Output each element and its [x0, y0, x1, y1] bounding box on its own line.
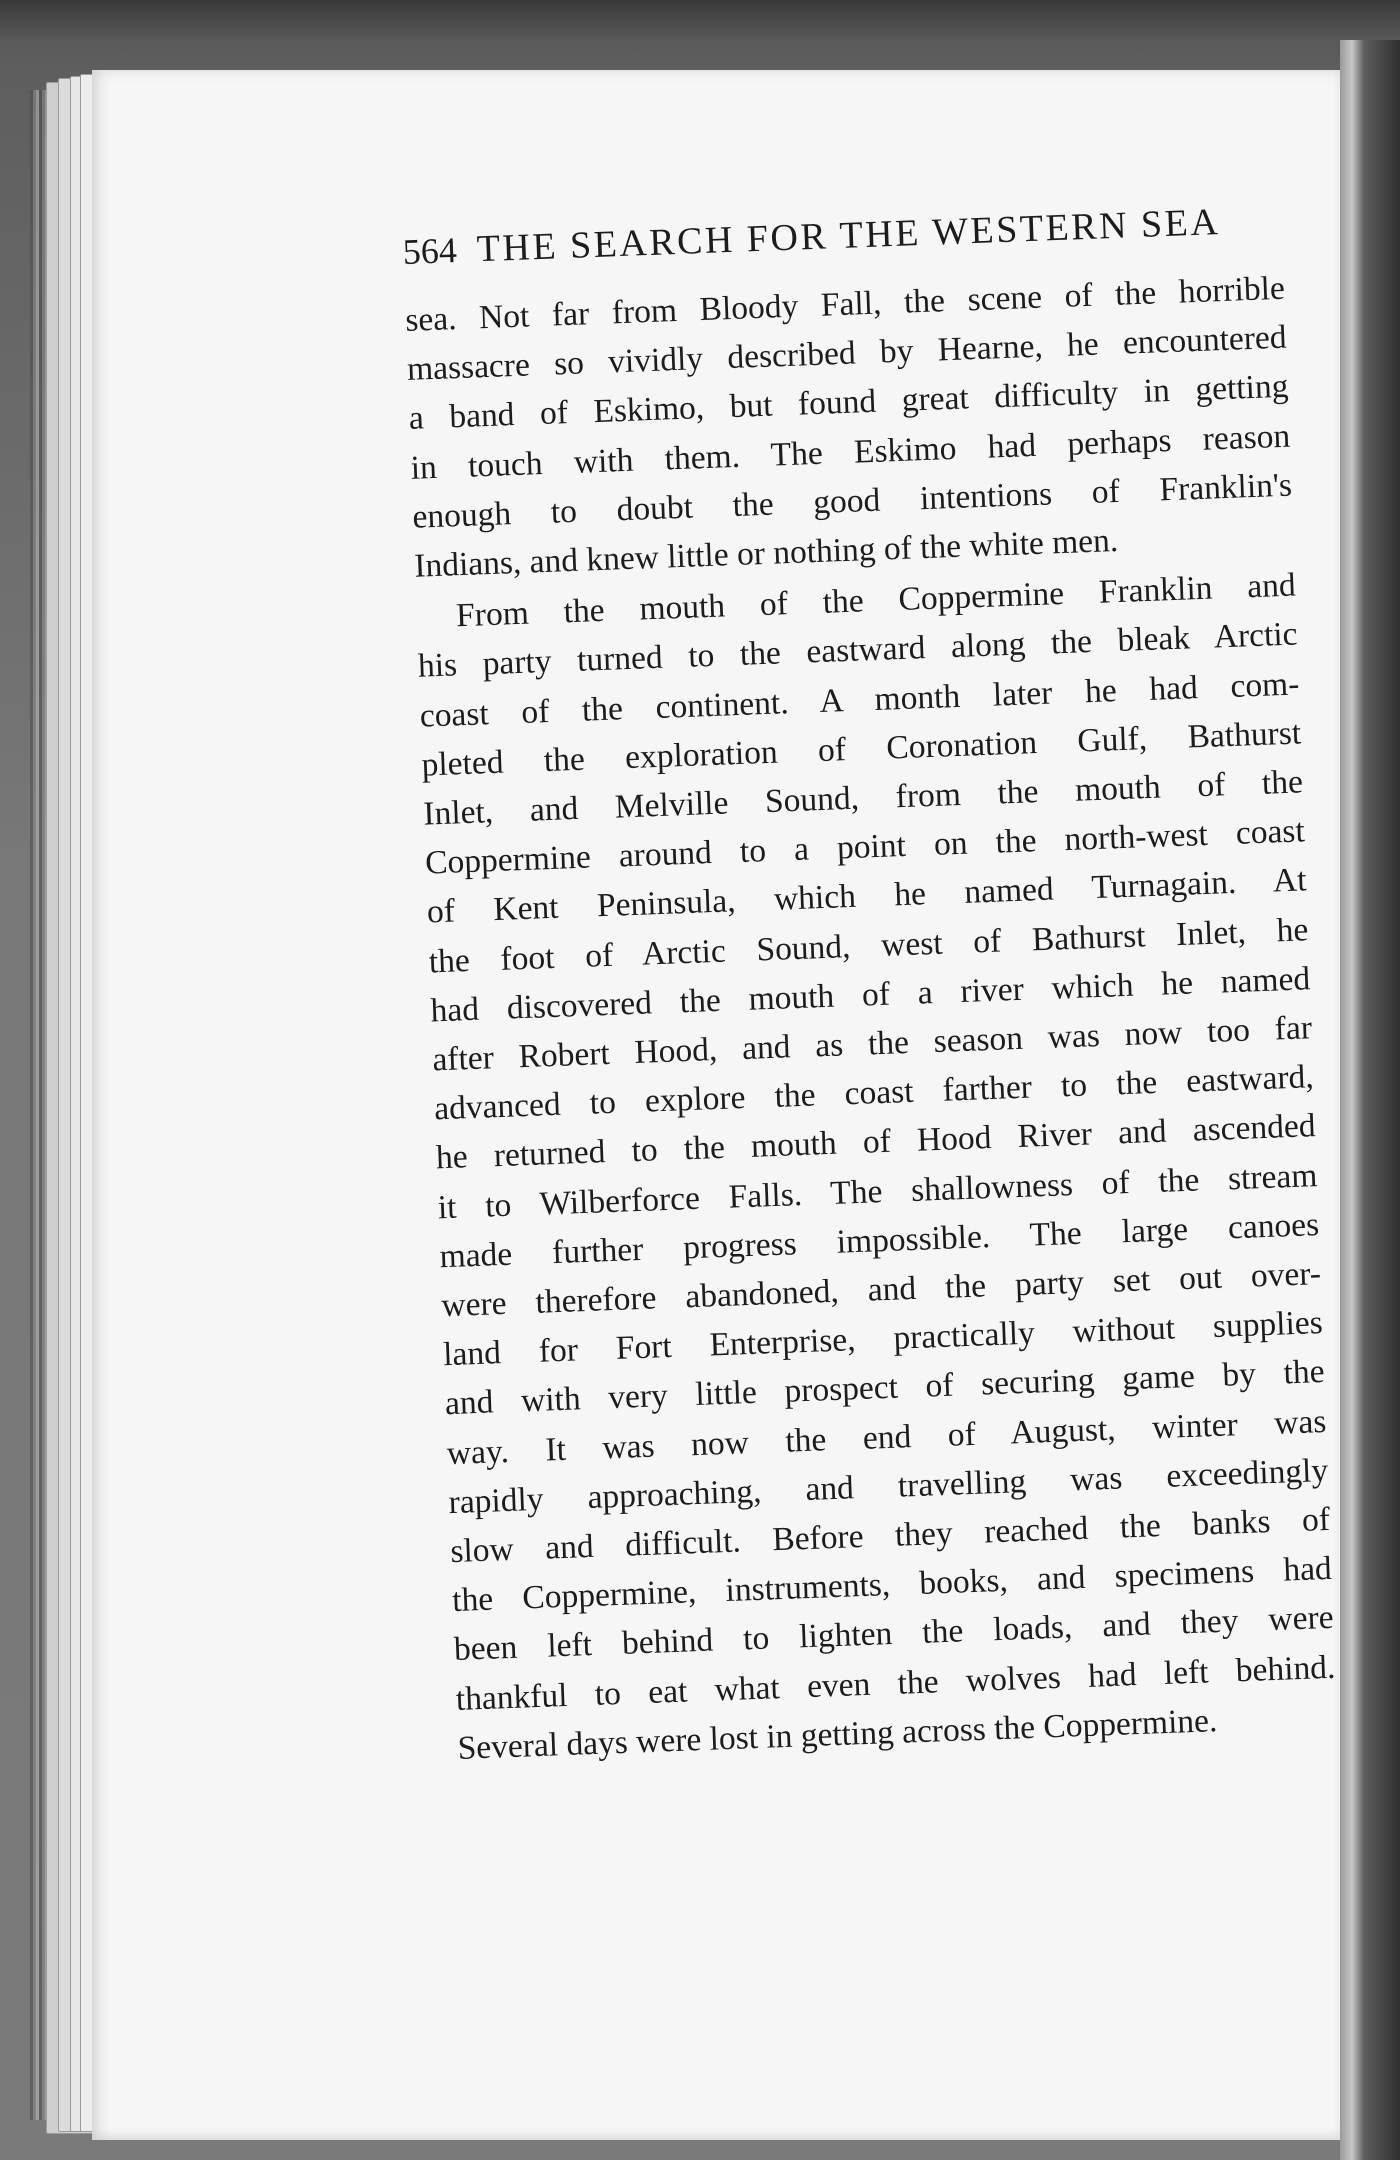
text-line: Several days were lost in getting across the Coppermine. — [456, 1702, 1218, 1767]
text-line: been left behind to lighten the loads, and they were — [453, 1599, 1335, 1669]
text-line: of Kent Peninsula, which he named Turnagain. At — [426, 861, 1308, 931]
text-line: From the mouth of the Coppermine Franklin and — [455, 566, 1297, 635]
running-title: THE SEARCH FOR THE WESTERN SEA — [475, 201, 1221, 271]
text-line: Indians, and knew little or nothing of the white men. — [413, 521, 1119, 585]
text-line: sea. Not far from Bloody Fall, the scene of the horrible — [404, 269, 1286, 339]
text-line: Inlet, and Melville Sound, from the mouth of the — [422, 763, 1304, 833]
text-line: enough to doubt the good intentions of Franklin's — [411, 466, 1293, 536]
page-text — [402, 198, 1338, 1773]
text-line: it to Wilberforce Falls. The shallowness of the stream — [437, 1156, 1318, 1226]
text-line: the foot of Arctic Sound, west of Bathurst Inlet, he — [428, 910, 1309, 981]
text-line: Coppermine around to a point on the north-west coast — [424, 812, 1306, 882]
text-line: rapidly approaching, and travelling was exceedingly — [447, 1451, 1329, 1522]
page-number: 564 — [402, 230, 458, 272]
paragraph-1 — [404, 264, 1294, 591]
text-line: pleted the exploration of Coronation Gulf, Bathurst — [420, 714, 1302, 784]
text-line: thankful to eat what even the wolves had left behind. — [455, 1648, 1336, 1718]
text-line: were therefore abandoned, and the party set out over- — [440, 1255, 1322, 1325]
text-line: in touch with them. The Eskimo had perhaps reason — [410, 417, 1291, 487]
text-line: the Coppermine, instruments, books, and specimens had — [451, 1550, 1333, 1620]
text-line: massacre so vividly described by Hearne, he encountered — [406, 318, 1288, 389]
text-line: after Robert Hood, and as the season was now too far — [431, 1009, 1313, 1079]
text-line: coast of the continent. A month later he had com- — [419, 665, 1300, 735]
text-line: advanced to explore the coast farther to the eastward, — [433, 1058, 1315, 1128]
text-line: had discovered the mouth of a river which he named — [429, 960, 1311, 1030]
text-line: made further progress impossible. The large canoes — [438, 1205, 1320, 1276]
text-line: slow and difficult. Before they reached the banks of — [449, 1500, 1331, 1571]
text-line: land for Fort Enterprise, practically without supplies — [442, 1304, 1324, 1374]
book-right-edge — [1340, 40, 1400, 2160]
paragraph-2 — [415, 561, 1338, 1773]
text-line: way. It was now the end of August, winter was — [446, 1402, 1327, 1472]
text-line: a band of Eskimo, but found great difficulty in getting — [408, 368, 1290, 438]
text-line: he returned to the mouth of Hood River and ascended — [435, 1107, 1317, 1177]
text-line: and with very little prospect of securing game by the — [444, 1353, 1326, 1423]
scanner-top-shadow — [0, 0, 1400, 70]
text-line: his party turned to the eastward along the bleak Arctic — [417, 615, 1299, 686]
